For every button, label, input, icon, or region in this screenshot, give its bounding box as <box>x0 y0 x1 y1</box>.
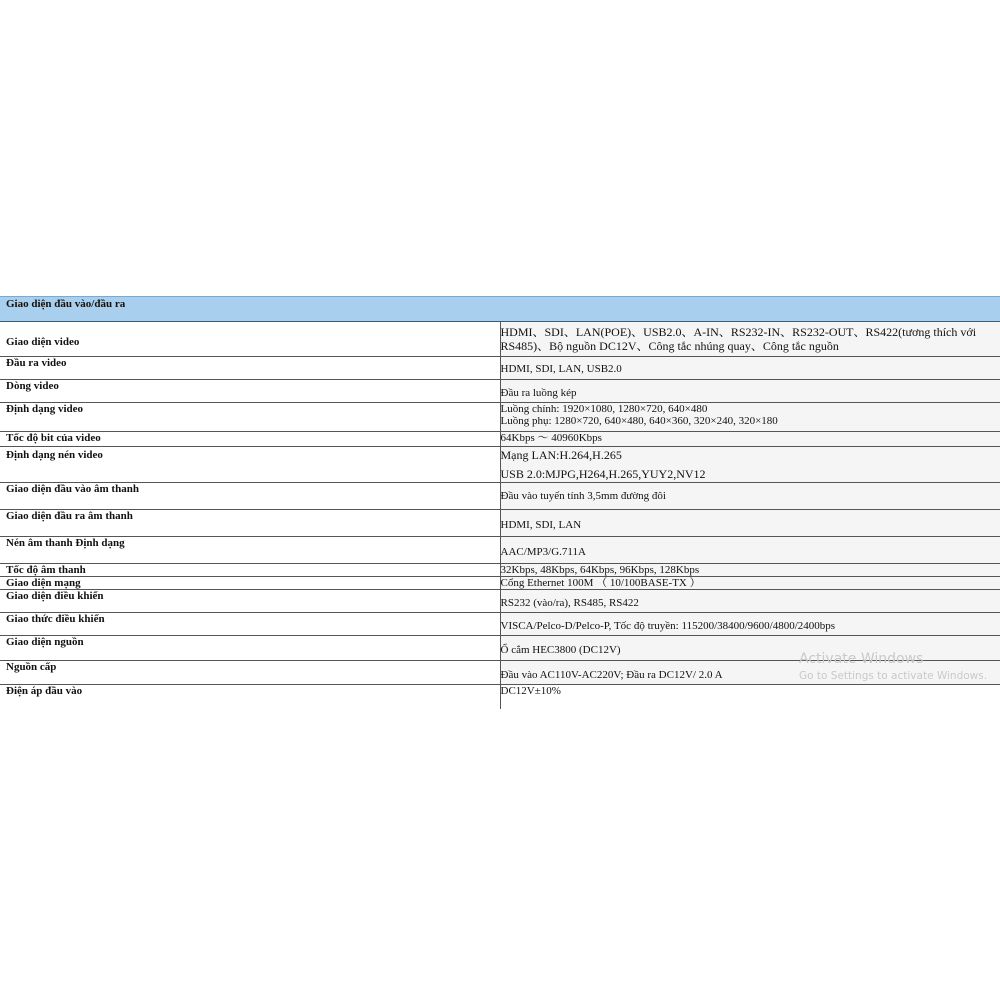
row-label: Tốc độ bit của video <box>0 432 500 447</box>
row-label: Định dạng nén video <box>0 447 500 483</box>
activate-windows-watermark <box>799 650 987 684</box>
table-row <box>0 483 1000 510</box>
row-value: Luồng chính: 1920×1080, 1280×720, 640×480 Luồng phụ: 1280×720, 640×480, 640×360, 320×240, 320×180 <box>500 403 1000 432</box>
row-label: Giao diện đầu vào âm thanh <box>0 483 500 510</box>
table-row <box>0 322 1000 357</box>
row-value: Đầu ra luồng kép <box>500 380 1000 403</box>
row-label: Giao diện mạng <box>0 577 500 590</box>
row-label: Dòng video <box>0 380 500 403</box>
row-label: Giao diện đầu ra âm thanh <box>0 510 500 537</box>
row-value: AAC/MP3/G.711A <box>500 537 1000 564</box>
table-row <box>0 357 1000 380</box>
row-value: DC12V±10% <box>500 685 1000 709</box>
row-value: 64Kbps ～ 40960Kbps <box>500 432 1000 447</box>
row-value: Cổng Ethernet 100M （ 10/100BASE-TX ） <box>500 577 1000 590</box>
row-label: Điện áp đầu vào <box>0 685 500 709</box>
row-value: HDMI、SDI、LAN(POE)、USB2.0、A-IN、RS232-IN、RS232-OUT、RS422(tương thích với RS485)、Bộ nguồn DC12V、Công tắc nhúng quay、Công tắc nguồn <box>500 322 1000 357</box>
table-row <box>0 432 1000 447</box>
table-row <box>0 613 1000 636</box>
row-label: Giao diện nguồn <box>0 636 500 661</box>
table-row <box>0 447 1000 483</box>
watermark-subtitle: Go to Settings to activate Windows. <box>799 670 988 682</box>
row-value: Mạng LAN:H.264,H.265 USB 2.0:MJPG,H264,H.265,YUY2,NV12 <box>500 447 1000 483</box>
table-row <box>0 577 1000 590</box>
row-value: 32Kbps, 48Kbps, 64Kbps, 96Kbps, 128Kbps <box>500 564 1000 577</box>
table-row <box>0 685 1000 709</box>
row-value: Ổ cắm HEC3800 (DC12V) <box>500 636 1000 661</box>
spec-table <box>0 296 1000 709</box>
row-value: Đầu vào AC110V-AC220V; Đầu ra DC12V/ 2.0 A <box>500 661 1000 685</box>
row-value: Đầu vào tuyến tính 3,5mm đường đôi <box>500 483 1000 510</box>
section-header-row <box>0 297 1000 322</box>
row-label: Nguồn cấp <box>0 661 500 685</box>
section-title: Giao diện đầu vào/đầu ra <box>0 297 1000 322</box>
table-row <box>0 403 1000 432</box>
row-value: VISCA/Pelco-D/Pelco-P, Tốc độ truyền: 115200/38400/9600/4800/2400bps <box>500 613 1000 636</box>
table-row <box>0 380 1000 403</box>
row-label: Tốc độ âm thanh <box>0 564 500 577</box>
table-row <box>0 564 1000 577</box>
watermark-title: Activate Windows <box>799 651 924 667</box>
row-value: RS232 (vào/ra), RS485, RS422 <box>500 590 1000 613</box>
row-value: HDMI, SDI, LAN <box>500 510 1000 537</box>
row-label: Giao diện điều khiển <box>0 590 500 613</box>
table-row <box>0 537 1000 564</box>
table-row <box>0 590 1000 613</box>
row-label: Nén âm thanh Định dạng <box>0 537 500 564</box>
row-label: Giao diện video <box>0 322 500 357</box>
table-row <box>0 510 1000 537</box>
row-value: HDMI, SDI, LAN, USB2.0 <box>500 357 1000 380</box>
row-label: Đầu ra video <box>0 357 500 380</box>
row-label: Định dạng video <box>0 403 500 432</box>
row-label: Giao thức điều khiển <box>0 613 500 636</box>
